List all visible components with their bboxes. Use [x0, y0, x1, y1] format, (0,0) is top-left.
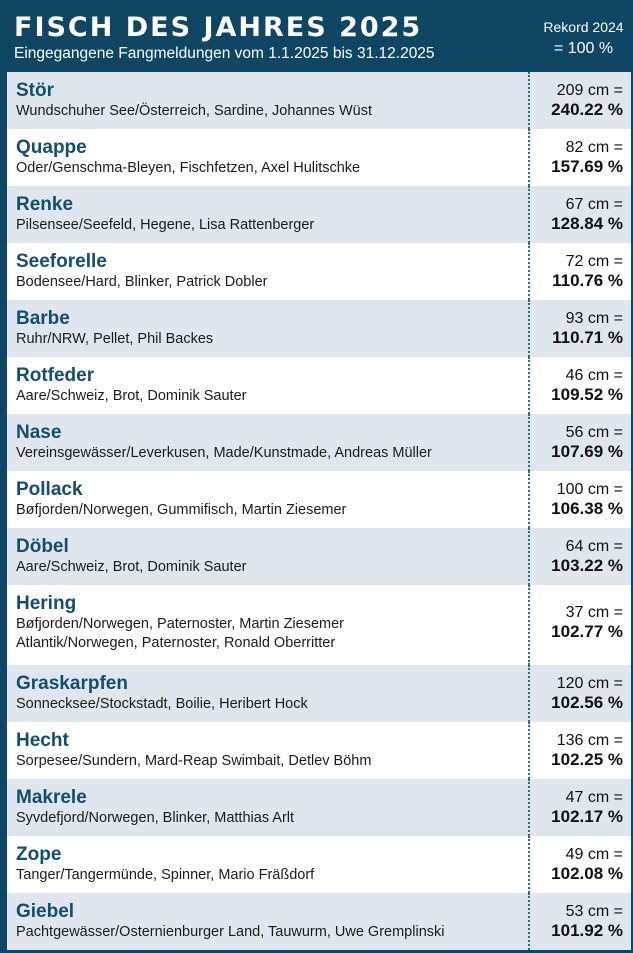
record-percentage: 110.71 %: [552, 328, 623, 347]
catch-info: [7, 779, 528, 836]
catch-size: [528, 893, 631, 950]
catch-info: [7, 528, 528, 585]
catch-details: Aare/Schweiz, Brot, Dominik Sauter: [16, 559, 247, 575]
catch-size: [528, 665, 631, 722]
catch-info: [7, 665, 528, 722]
catch-details: Atlantik/Norwegen, Paternoster, Ronald Oberritter: [16, 635, 336, 651]
table-row: [7, 585, 631, 665]
catch-details: Bodensee/Hard, Blinker, Patrick Dobler: [16, 274, 268, 290]
catch-details: Ruhr/NRW, Pellet, Phil Backes: [16, 331, 214, 347]
table-row: [7, 665, 631, 722]
fish-name: Barbe: [16, 308, 70, 329]
fish-name: Quappe: [16, 137, 87, 158]
record-reference: [536, 0, 631, 72]
fish-name: Renke: [16, 194, 74, 215]
record-percentage: 103.22 %: [551, 556, 623, 575]
catch-size: [528, 186, 631, 243]
fish-name: Nase: [16, 422, 62, 443]
record-percentage: 101.92 %: [551, 921, 623, 940]
fish-name: Hering: [16, 593, 77, 614]
record-percentage: 106.38 %: [551, 499, 623, 518]
fish-name: Hecht: [16, 730, 69, 751]
fish-length: 93 cm =: [565, 310, 623, 327]
fish-name: Pollack: [16, 479, 83, 500]
fish-name: Graskarpfen: [16, 673, 128, 694]
catch-size: [528, 243, 631, 300]
table-row: [7, 836, 631, 893]
fish-length: 100 cm =: [556, 481, 623, 498]
table-row: [7, 129, 631, 186]
fish-name: Seeforelle: [16, 251, 107, 272]
table-row: [7, 357, 631, 414]
catch-details: Pilsensee/Seefeld, Hegene, Lisa Rattenberger: [16, 217, 315, 233]
catch-size: [528, 836, 631, 893]
fish-length: 46 cm =: [565, 367, 623, 384]
catch-details: Oder/Genschma-Bleyen, Fischfetzen, Axel Hulitschke: [16, 160, 361, 176]
record-percentage: 107.69 %: [551, 442, 623, 461]
fish-length: 136 cm =: [556, 732, 623, 749]
catch-details: Bøfjorden/Norwegen, Paternoster, Martin Ziesemer: [16, 616, 344, 632]
catch-info: [7, 471, 528, 528]
fish-name: Döbel: [16, 536, 69, 557]
catch-size: [528, 528, 631, 585]
table-row: [7, 243, 631, 300]
table-row: [7, 186, 631, 243]
fish-length: 64 cm =: [565, 538, 623, 555]
catch-size: [528, 585, 631, 665]
catch-info: [7, 836, 528, 893]
catch-details: Sorpesee/Sundern, Mard-Reap Swimbait, Detlev Böhm: [16, 753, 372, 769]
fish-length: 56 cm =: [565, 424, 623, 441]
catch-info: [7, 893, 528, 950]
table-row: [7, 471, 631, 528]
catch-info: [7, 72, 528, 129]
header-text: [7, 0, 536, 72]
catch-info: [7, 357, 528, 414]
record-list: [7, 72, 631, 950]
fish-name: Zope: [16, 844, 62, 865]
table-row: [7, 722, 631, 779]
record-percentage: 157.69 %: [551, 157, 623, 176]
catch-size: [528, 129, 631, 186]
catch-details: Sonnecksee/Stockstadt, Boilie, Heribert Hock: [16, 696, 308, 712]
record-label: Rekord 2024: [543, 19, 624, 35]
fish-length: 72 cm =: [565, 253, 623, 270]
fish-length: 209 cm =: [556, 82, 623, 99]
page-title: FISCH DES JAHRES 2025: [14, 12, 423, 43]
catch-info: [7, 585, 528, 665]
catch-details: Bøfjorden/Norwegen, Gummifisch, Martin Ziesemer: [16, 502, 347, 518]
catch-details: Vereinsgewässer/Leverkusen, Made/Kunstmade, Andreas Müller: [16, 445, 432, 461]
fish-name: Makrele: [16, 787, 87, 808]
catch-info: [7, 300, 528, 357]
catch-details: Wundschuher See/Österreich, Sardine, Johannes Wüst: [16, 103, 372, 119]
table-row: [7, 893, 631, 950]
page-subtitle: Eingegangene Fangmeldungen vom 1.1.2025 bis 31.12.2025: [14, 45, 435, 62]
fish-length: 37 cm =: [565, 604, 623, 621]
table-header: [7, 0, 631, 72]
catch-info: [7, 722, 528, 779]
table-row: [7, 528, 631, 585]
catch-size: [528, 779, 631, 836]
record-percentage: 102.25 %: [551, 750, 623, 769]
record-percentage: 128.84 %: [551, 214, 623, 233]
catch-info: [7, 243, 528, 300]
table-row: [7, 414, 631, 471]
catch-size: [528, 72, 631, 129]
catch-size: [528, 722, 631, 779]
catch-size: [528, 471, 631, 528]
fish-length: 49 cm =: [565, 846, 623, 863]
catch-size: [528, 357, 631, 414]
fish-length: 53 cm =: [565, 903, 623, 920]
catch-details: Syvdefjord/Norwegen, Blinker, Matthias Arlt: [16, 810, 295, 826]
record-percentage: 240.22 %: [551, 100, 623, 119]
catch-info: [7, 186, 528, 243]
record-percentage: 110.76 %: [552, 271, 623, 290]
record-percentage: 109.52 %: [551, 385, 623, 404]
fish-length: 82 cm =: [565, 139, 623, 156]
catch-info: [7, 414, 528, 471]
catch-details: Tanger/Tangermünde, Spinner, Mario Fräßdorf: [16, 867, 315, 883]
catch-info: [7, 129, 528, 186]
record-percentage: 102.56 %: [551, 693, 623, 712]
fish-name: Stör: [16, 80, 54, 101]
catch-size: [528, 300, 631, 357]
catch-size: [528, 414, 631, 471]
record-percentage: 102.08 %: [551, 864, 623, 883]
record-percent: = 100 %: [553, 40, 614, 57]
fish-length: 67 cm =: [565, 196, 623, 213]
fish-name: Giebel: [16, 901, 75, 922]
fish-name: Rotfeder: [16, 365, 95, 386]
catch-details: Pachtgewässer/Osternienburger Land, Tauwurm, Uwe Gremplinski: [16, 924, 445, 940]
catch-details: Aare/Schweiz, Brot, Dominik Sauter: [16, 388, 247, 404]
fish-length: 120 cm =: [556, 675, 623, 692]
fish-length: 47 cm =: [565, 789, 623, 806]
table-row: [7, 779, 631, 836]
table-row: [7, 300, 631, 357]
table-row: [7, 72, 631, 129]
record-percentage: 102.77 %: [551, 622, 623, 641]
record-percentage: 102.17 %: [551, 807, 623, 826]
